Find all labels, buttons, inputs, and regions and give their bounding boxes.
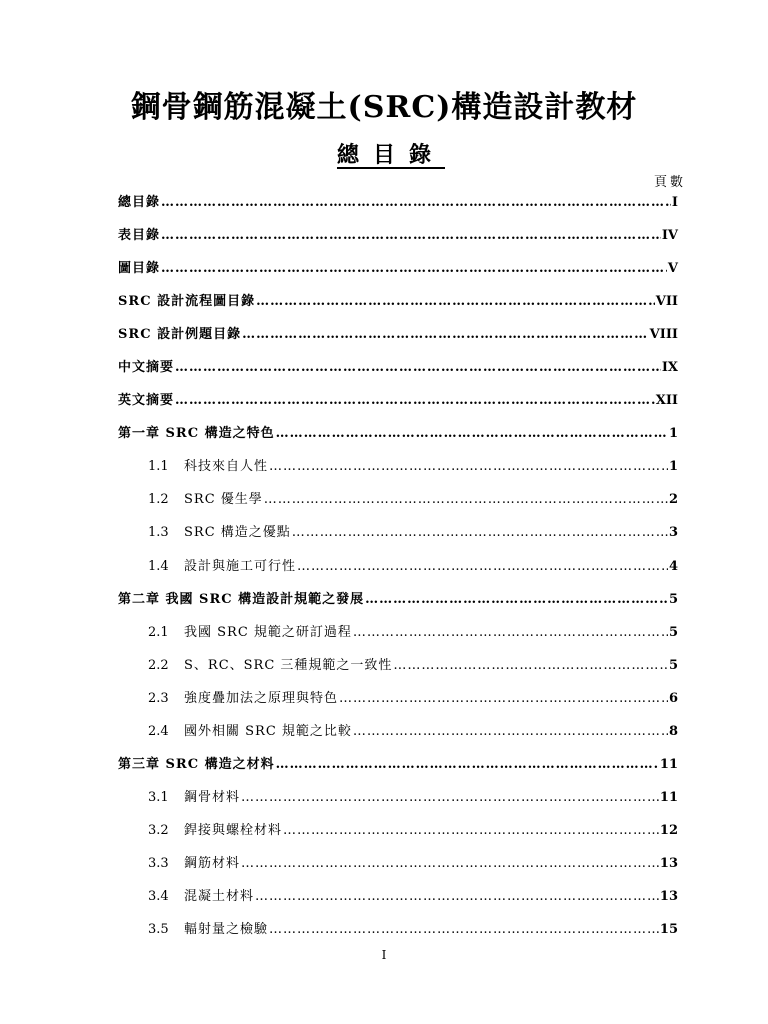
toc-entry-label: 銲接與螺栓材料 (184, 822, 283, 838)
toc-entry-label: 我國 SRC 規範之研訂過程 (184, 624, 352, 640)
document-title: 鋼骨鋼筋混凝土(SRC)構造設計教材 (130, 90, 638, 125)
toc-leader-dots (241, 854, 659, 874)
toc-leader-dots (283, 821, 659, 841)
toc-entry-number: 3.1 (148, 789, 169, 805)
toc-leader-dots (175, 391, 655, 411)
toc-heading (0, 138, 768, 169)
toc-entry-number: 1.2 (148, 492, 169, 508)
toc-entry-page: I (671, 195, 678, 210)
toc-entry-page: 15 (659, 922, 678, 938)
toc-entry-page: VIII (649, 327, 678, 343)
toc-entry[interactable] (118, 689, 678, 722)
toc-entry-page: 13 (659, 888, 678, 904)
toc-entry-number: 3.3 (148, 855, 169, 871)
toc-leader-dots (256, 292, 655, 312)
toc-leader-dots (175, 358, 661, 378)
toc-entry-number: 3.2 (148, 822, 169, 838)
toc-entry-label: 科技來自人性 (184, 459, 269, 475)
toc-leader-dots (353, 722, 668, 742)
toc-entry-page: 1 (668, 459, 678, 475)
page-column-label: 頁數 (653, 175, 686, 190)
toc-entry[interactable] (118, 821, 678, 854)
toc-entry-label: 圖目錄 (118, 261, 161, 277)
toc-entry-page: XII (655, 393, 678, 409)
toc-entry-page: IX (661, 360, 678, 376)
toc-leader-dots (276, 755, 659, 775)
toc-leader-dots (276, 424, 668, 444)
toc-entry-label: SRC 設計流程圖目錄 (118, 294, 256, 310)
toc-entry[interactable] (118, 854, 678, 887)
toc-entry-label: 強度疊加法之原理與特色 (184, 690, 339, 706)
toc-entry-number: 3.5 (148, 922, 169, 938)
toc-entry[interactable] (118, 887, 678, 920)
toc-leader-dots (292, 523, 668, 543)
toc-leader-dots (269, 920, 659, 940)
table-of-contents (118, 193, 678, 953)
toc-entry-page: 6 (668, 690, 678, 706)
toc-leader-dots (242, 325, 649, 345)
toc-entry[interactable] (118, 358, 678, 391)
toc-entry-label: 輻射量之檢驗 (184, 922, 269, 938)
toc-entry-label: 表目錄 (118, 228, 161, 244)
toc-entry-label: 第三章 SRC 構造之材料 (118, 756, 275, 772)
toc-leader-dots (297, 557, 668, 577)
toc-entry-page: 5 (668, 591, 678, 607)
toc-leader-dots (264, 490, 668, 510)
toc-entry-number: 1.1 (148, 459, 169, 475)
toc-entry[interactable] (118, 292, 678, 325)
toc-entry[interactable] (118, 193, 678, 226)
toc-leader-dots (353, 623, 668, 643)
toc-entry-page: 3 (668, 525, 678, 541)
toc-entry-label: 第二章 我國 SRC 構造設計規範之發展 (118, 591, 365, 607)
toc-entry-label: 鋼筋材料 (184, 855, 241, 871)
toc-entry-number: 1.3 (148, 525, 169, 541)
page-number-footer: I (381, 948, 387, 962)
toc-entry-number: 3.4 (148, 888, 169, 904)
toc-entry[interactable] (118, 788, 678, 821)
toc-entry[interactable] (118, 457, 678, 490)
toc-entry-label: 國外相關 SRC 規範之比較 (184, 723, 352, 739)
toc-entry[interactable] (118, 523, 678, 556)
toc-entry-label: 英文摘要 (118, 393, 175, 409)
toc-leader-dots (269, 457, 668, 477)
toc-entry[interactable] (118, 656, 678, 689)
toc-entry-label: 總目錄 (118, 195, 161, 210)
toc-entry[interactable] (118, 557, 678, 590)
toc-entry[interactable] (118, 590, 678, 623)
toc-leader-dots (365, 590, 668, 610)
toc-entry-label: 鋼骨材料 (184, 789, 241, 805)
toc-leader-dots (393, 656, 668, 676)
toc-entry-page: 5 (668, 624, 678, 640)
toc-entry-page: 11 (659, 789, 678, 805)
toc-entry[interactable] (118, 226, 678, 259)
toc-entry-label: 混凝土材料 (184, 888, 255, 904)
toc-entry-label: S、RC、SRC 三種規範之一致性 (184, 657, 393, 673)
toc-entry-page: V (667, 261, 678, 277)
toc-entry-page: 4 (668, 558, 678, 574)
toc-entry-page: 13 (659, 855, 678, 871)
toc-entry-label: SRC 優生學 (184, 492, 263, 508)
toc-entry-page: VII (655, 294, 678, 310)
toc-heading-text: 總目錄 (336, 142, 445, 168)
toc-entry-number: 2.3 (148, 690, 169, 706)
toc-entry[interactable] (118, 424, 678, 457)
toc-entry-page: 8 (668, 723, 678, 739)
toc-entry-label: 中文摘要 (118, 360, 175, 376)
toc-entry[interactable] (118, 391, 678, 424)
toc-leader-dots (241, 788, 659, 808)
toc-leader-dots (161, 193, 671, 213)
toc-leader-dots (161, 259, 667, 279)
toc-entry-label: 第一章 SRC 構造之特色 (118, 426, 275, 442)
toc-leader-dots (161, 226, 661, 246)
toc-entry[interactable] (118, 722, 678, 755)
toc-leader-dots (255, 887, 659, 907)
toc-entry[interactable] (118, 623, 678, 656)
toc-entry[interactable] (118, 755, 678, 788)
toc-entry-page: 12 (659, 822, 678, 838)
toc-entry-label: 設計與施工可行性 (184, 558, 297, 574)
toc-entry-number: 2.4 (148, 723, 169, 739)
toc-entry-page: 11 (659, 756, 678, 772)
toc-entry-page: IV (661, 228, 678, 244)
toc-entry-page: 2 (668, 492, 678, 508)
toc-entry[interactable] (118, 259, 678, 292)
toc-entry-number: 1.4 (148, 558, 169, 574)
toc-entry-number: 2.1 (148, 624, 169, 640)
toc-entry[interactable] (118, 490, 678, 523)
toc-entry-label: SRC 設計例題目錄 (118, 327, 242, 343)
toc-entry-number: 2.2 (148, 657, 169, 673)
toc-entry-page: 1 (668, 426, 678, 442)
toc-entry[interactable] (118, 325, 678, 358)
toc-entry-label: SRC 構造之優點 (184, 525, 291, 541)
toc-entry-page: 5 (668, 657, 678, 673)
toc-leader-dots (339, 689, 668, 709)
